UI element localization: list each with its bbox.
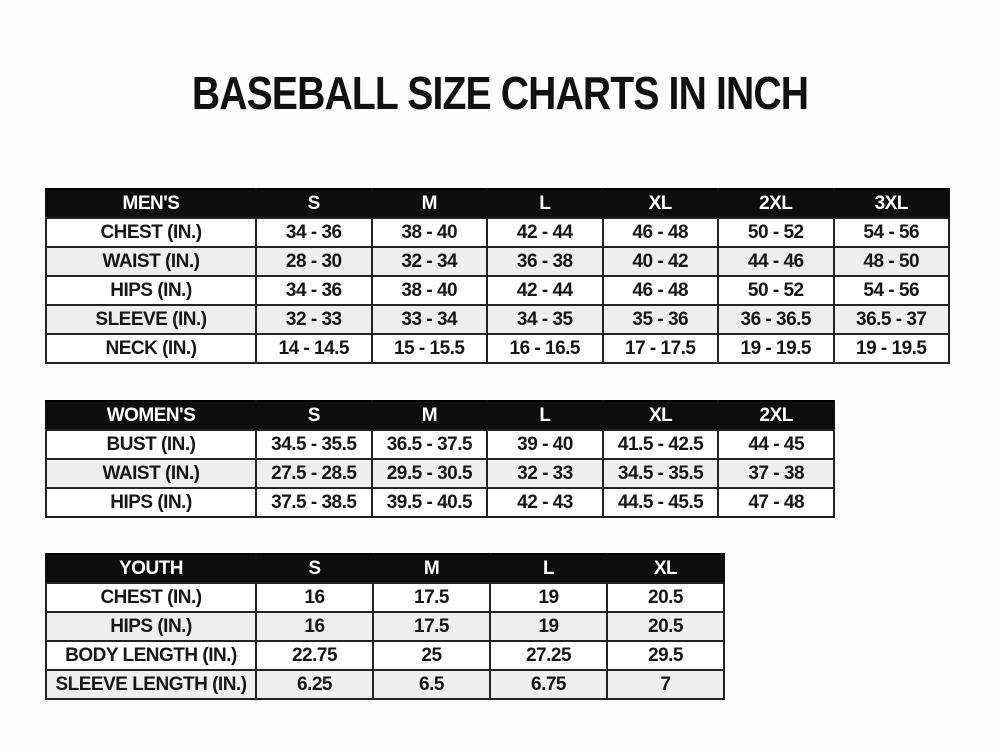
size-value-cell: 19 <box>490 583 607 612</box>
mens-size-table <box>45 188 950 364</box>
size-header-cell: S <box>256 189 372 218</box>
size-value-cell: 32 - 34 <box>372 247 488 276</box>
size-value-cell: 22.75 <box>256 641 373 670</box>
size-value-cell: 48 - 50 <box>834 247 950 276</box>
size-value-cell: 34.5 - 35.5 <box>256 430 372 459</box>
size-value-cell: 19 - 19.5 <box>718 334 834 363</box>
size-header-cell: S <box>256 554 373 583</box>
size-header-cell: 2XL <box>718 401 834 430</box>
size-value-cell: 46 - 48 <box>603 218 719 247</box>
size-value-cell: 27.5 - 28.5 <box>256 459 372 488</box>
size-value-cell: 42 - 44 <box>487 218 603 247</box>
table-header-row <box>46 554 724 583</box>
size-header-cell: S <box>256 401 372 430</box>
size-value-cell: 37 - 38 <box>718 459 834 488</box>
size-value-cell: 32 - 33 <box>256 305 372 334</box>
size-value-cell: 6.25 <box>256 670 373 699</box>
size-value-cell: 33 - 34 <box>372 305 488 334</box>
size-value-cell: 50 - 52 <box>718 276 834 305</box>
table-row <box>46 612 724 641</box>
size-header-cell: XL <box>607 554 724 583</box>
size-value-cell: 42 - 44 <box>487 276 603 305</box>
womens-size-table <box>45 400 835 518</box>
size-value-cell: 44 - 46 <box>718 247 834 276</box>
size-header-cell: L <box>487 401 603 430</box>
table-row <box>46 583 724 612</box>
row-label-cell: HIPS (IN.) <box>46 276 256 305</box>
size-value-cell: 28 - 30 <box>256 247 372 276</box>
size-value-cell: 6.75 <box>490 670 607 699</box>
size-value-cell: 29.5 <box>607 641 724 670</box>
size-value-cell: 6.5 <box>373 670 490 699</box>
row-label-cell: SLEEVE LENGTH (IN.) <box>46 670 256 699</box>
row-label-cell: WAIST (IN.) <box>46 459 256 488</box>
table-row <box>46 488 834 517</box>
size-value-cell: 27.25 <box>490 641 607 670</box>
size-value-cell: 32 - 33 <box>487 459 603 488</box>
table-row <box>46 247 949 276</box>
size-value-cell: 25 <box>373 641 490 670</box>
size-value-cell: 50 - 52 <box>718 218 834 247</box>
table-row <box>46 459 834 488</box>
size-value-cell: 16 <box>256 583 373 612</box>
table-row <box>46 276 949 305</box>
table-row <box>46 218 949 247</box>
size-value-cell: 40 - 42 <box>603 247 719 276</box>
size-value-cell: 29.5 - 30.5 <box>372 459 488 488</box>
size-value-cell: 38 - 40 <box>372 276 488 305</box>
size-value-cell: 17.5 <box>373 612 490 641</box>
row-label-cell: BODY LENGTH (IN.) <box>46 641 256 670</box>
size-value-cell: 34 - 36 <box>256 218 372 247</box>
size-value-cell: 16 <box>256 612 373 641</box>
size-value-cell: 20.5 <box>607 583 724 612</box>
table-row <box>46 430 834 459</box>
size-value-cell: 36.5 - 37 <box>834 305 950 334</box>
page-title: BASEBALL SIZE CHARTS IN INCH <box>191 67 809 119</box>
table-header-row <box>46 401 834 430</box>
size-value-cell: 35 - 36 <box>603 305 719 334</box>
size-value-cell: 37.5 - 38.5 <box>256 488 372 517</box>
row-label-cell: HIPS (IN.) <box>46 488 256 517</box>
size-value-cell: 46 - 48 <box>603 276 719 305</box>
size-value-cell: 17.5 <box>373 583 490 612</box>
size-value-cell: 41.5 - 42.5 <box>603 430 719 459</box>
womens-table <box>45 400 835 518</box>
size-value-cell: 34 - 36 <box>256 276 372 305</box>
size-value-cell: 14 - 14.5 <box>256 334 372 363</box>
row-label-cell: BUST (IN.) <box>46 430 256 459</box>
size-header-cell: 3XL <box>834 189 950 218</box>
size-header-cell: M <box>373 554 490 583</box>
size-value-cell: 34.5 - 35.5 <box>603 459 719 488</box>
youth-table <box>45 553 725 700</box>
youth-size-table <box>45 553 725 700</box>
size-value-cell: 17 - 17.5 <box>603 334 719 363</box>
row-label-cell: NECK (IN.) <box>46 334 256 363</box>
table-title-cell: YOUTH <box>46 554 256 583</box>
size-header-cell: XL <box>603 401 719 430</box>
size-header-cell: L <box>487 189 603 218</box>
size-header-cell: M <box>372 189 488 218</box>
table-row <box>46 305 949 334</box>
row-label-cell: HIPS (IN.) <box>46 612 256 641</box>
table-title-cell: WOMEN'S <box>46 401 256 430</box>
row-label-cell: CHEST (IN.) <box>46 218 256 247</box>
size-header-cell: M <box>372 401 488 430</box>
size-header-cell: 2XL <box>718 189 834 218</box>
size-value-cell: 36 - 36.5 <box>718 305 834 334</box>
size-header-cell: XL <box>603 189 719 218</box>
size-value-cell: 44 - 45 <box>718 430 834 459</box>
size-value-cell: 38 - 40 <box>372 218 488 247</box>
mens-table <box>45 188 950 364</box>
size-value-cell: 54 - 56 <box>834 276 950 305</box>
size-value-cell: 16 - 16.5 <box>487 334 603 363</box>
size-value-cell: 42 - 43 <box>487 488 603 517</box>
table-title-cell: MEN'S <box>46 189 256 218</box>
size-value-cell: 34 - 35 <box>487 305 603 334</box>
size-value-cell: 15 - 15.5 <box>372 334 488 363</box>
size-value-cell: 7 <box>607 670 724 699</box>
size-value-cell: 54 - 56 <box>834 218 950 247</box>
size-value-cell: 19 - 19.5 <box>834 334 950 363</box>
row-label-cell: WAIST (IN.) <box>46 247 256 276</box>
size-value-cell: 39 - 40 <box>487 430 603 459</box>
size-value-cell: 47 - 48 <box>718 488 834 517</box>
size-value-cell: 44.5 - 45.5 <box>603 488 719 517</box>
size-value-cell: 19 <box>490 612 607 641</box>
table-row <box>46 670 724 699</box>
row-label-cell: SLEEVE (IN.) <box>46 305 256 334</box>
table-row <box>46 334 949 363</box>
row-label-cell: CHEST (IN.) <box>46 583 256 612</box>
size-value-cell: 39.5 - 40.5 <box>372 488 488 517</box>
table-row <box>46 641 724 670</box>
size-header-cell: L <box>490 554 607 583</box>
size-value-cell: 36.5 - 37.5 <box>372 430 488 459</box>
table-header-row <box>46 189 949 218</box>
size-value-cell: 20.5 <box>607 612 724 641</box>
size-value-cell: 36 - 38 <box>487 247 603 276</box>
